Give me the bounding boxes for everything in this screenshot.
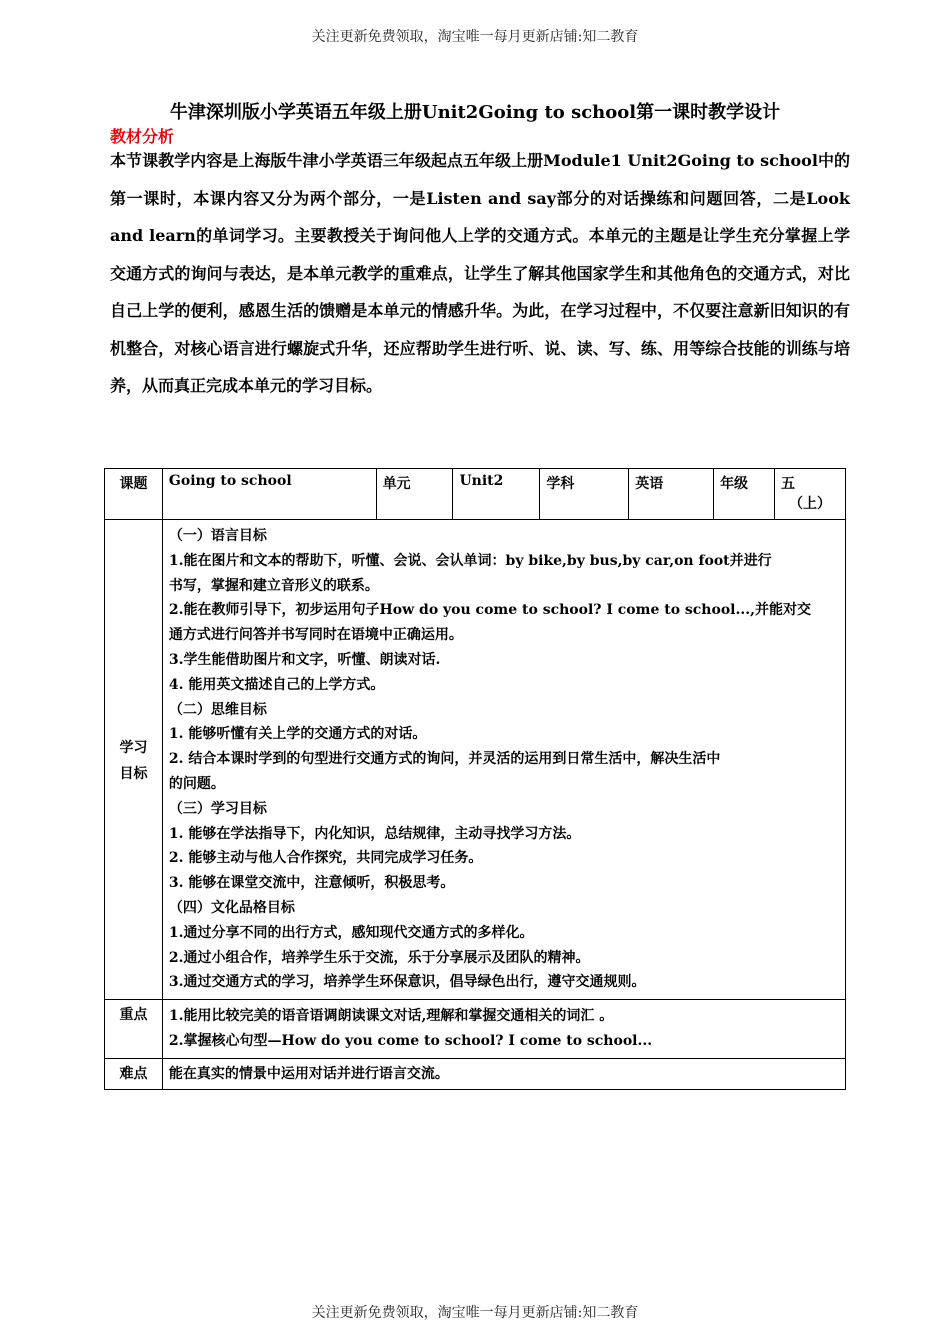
section-label-analysis: 教材分析 [110, 127, 175, 146]
topic-label: 课题 [105, 469, 163, 520]
objectives-label-line-1: 学习 [119, 739, 148, 756]
objective-line: 4. 能用英文描述自己的上学方式。 [168, 676, 385, 693]
objective-line: 3.学生能借助图片和文字，听懂、朗读对话. [168, 651, 441, 668]
objective-line: 1. 能够在学法指导下，内化知识，总结规律，主动寻找学习方法。 [168, 825, 581, 842]
objective-line: 2. 结合本课时学到的句型进行交通方式的询问，并灵活的运用到日常生活中，解决生活中 [168, 751, 721, 768]
objectives-label [105, 520, 163, 1000]
analysis-paragraph: 本节课教学内容是上海版牛津小学英语三年级起点五年级上册Module1 Unit2Going to school中的第一课时，本课内容又分为两个部分，一是Listen and say部分的对话操练和问题回答，二是Look and learn的单词学习。主要教授关于询问他人上学的交通方式。本单元的主题是让学生充分掌握上学交通方式的询问与表达，是本单元教学的重难点，让学生了解其他国家学生和其他角色的交通方式，对比自己上学的便利，感恩生活的馈赠是本单元的情感升华。为此，在学习过程中，不仅要注意新旧知识的有机整合，对核心语言进行螺旋式升华，还应帮助学生进行听、说、读、写、练、用等综合技能的训练与培养，从而真正完成本单元的学习目标。 [110, 151, 850, 395]
key-point-line: 2.掌握核心句型—How do you come to school? I come to school... [168, 1032, 653, 1049]
unit-label: 单元 [376, 469, 453, 520]
objective-line: 1.能在图片和文本的帮助下，听懂、会说、会认单词：by bike,by bus,by car,on foot并进行 [168, 552, 772, 569]
difficulty-label: 难点 [105, 1058, 163, 1089]
objective-line: （四）文化品格目标 [168, 899, 295, 916]
objective-line: 的问题。 [168, 775, 225, 792]
objective-line: 3. 能够在课堂交流中，注意倾听，积极思考。 [168, 875, 455, 892]
lesson-info-table [104, 468, 846, 1090]
unit-value: Unit2 [453, 469, 540, 520]
objective-line: 1.通过分享不同的出行方式，感知现代交通方式的多样化。 [168, 924, 534, 941]
grade-label: 年级 [714, 469, 775, 520]
objective-line: （二）思维目标 [168, 701, 267, 718]
objectives-label-line-2: 目标 [119, 765, 148, 782]
objective-line: 1. 能够听懂有关上学的交通方式的对话。 [168, 726, 427, 743]
objective-line: 2.通过小组合作，培养学生乐于交流，乐于分享展示及团队的精神。 [168, 949, 590, 966]
objective-line: 3.通过交通方式的学习，培养学生环保意识，倡导绿色出行，遵守交通规则。 [168, 974, 646, 991]
subject-value: 英语 [629, 469, 714, 520]
table-row-header [105, 469, 846, 520]
grade-value [774, 469, 845, 520]
table-row-key-points [105, 1000, 846, 1059]
table-row-difficulty [105, 1058, 846, 1089]
key-point-line: 1.能用比较完美的语音语调朗读课文对话,理解和掌握交通相关的词汇 。 [168, 1008, 614, 1025]
topic-value: Going to school [162, 469, 376, 520]
table-row-objectives [105, 520, 846, 1000]
key-points-label: 重点 [105, 1000, 163, 1059]
page-header-note: 关注更新免费领取，淘宝唯一每月更新店铺:知二教育 [311, 29, 639, 45]
analysis-paragraph-block [110, 142, 850, 405]
grade-value-line-2: （上） [788, 496, 831, 512]
objective-line: 书写，掌握和建立音形义的联系。 [168, 577, 379, 594]
difficulty-content: 能在真实的情景中运用对话并进行语言交流。 [162, 1058, 845, 1089]
objective-line: （一）语言目标 [168, 528, 267, 544]
objective-line: 通方式进行问答并书写同时在语境中正确运用。 [168, 627, 463, 644]
key-points-content [162, 1000, 845, 1059]
page-footer-note: 关注更新免费领取，淘宝唯一每月更新店铺:知二教育 [311, 1305, 639, 1321]
grade-value-line-1: 五 [780, 476, 795, 492]
objective-line: （三）学习目标 [168, 800, 267, 817]
objective-line: 2. 能够主动与他人合作探究，共同完成学习任务。 [168, 850, 483, 867]
objectives-content [162, 520, 845, 1000]
subject-label: 学科 [540, 469, 629, 520]
objective-line: 2.能在教师引导下，初步运用句子How do you come to school? I come to school...,并能对交 [168, 602, 811, 619]
document-title: 牛津深圳版小学英语五年级上册Unit2Going to school第一课时教学设计 [169, 102, 781, 123]
